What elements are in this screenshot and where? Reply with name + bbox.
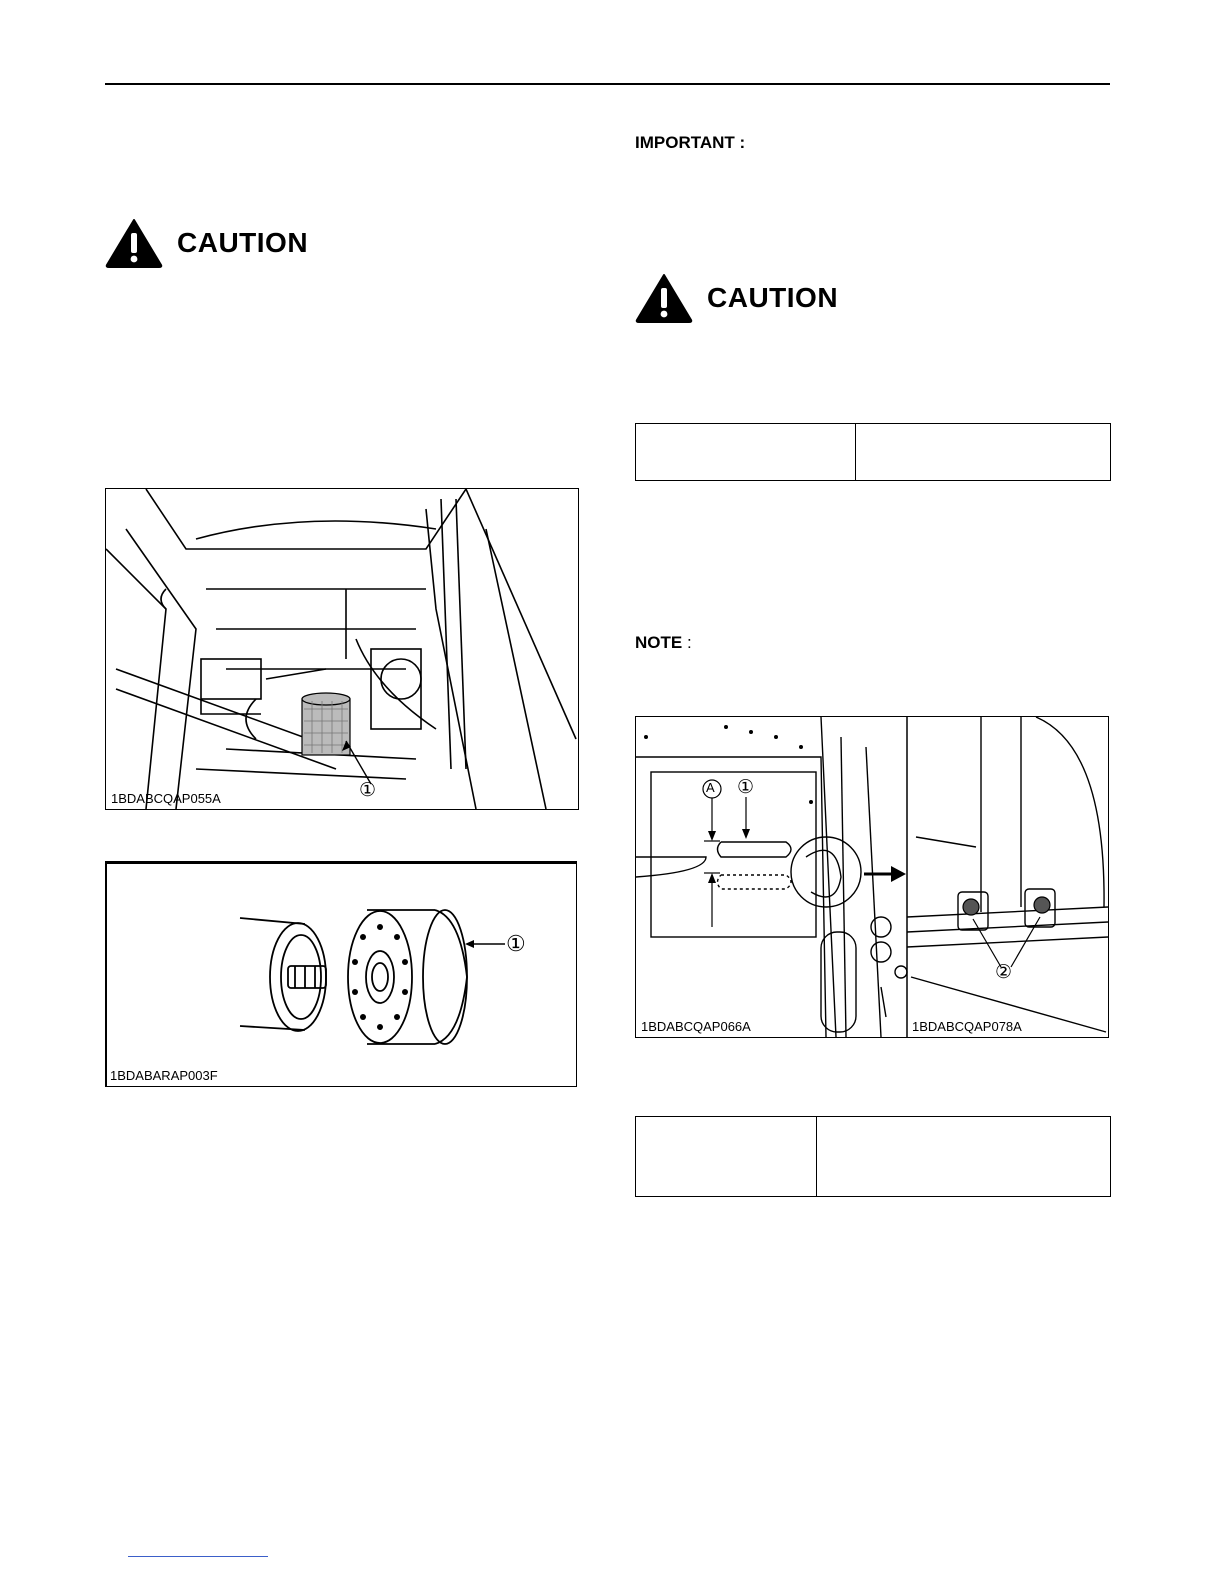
figure-code: 1BDABARAP003F: [110, 1068, 218, 1083]
spec-table-cell: [816, 1117, 1110, 1196]
figure-code-right: 1BDABCQAP078A: [912, 1019, 1022, 1034]
figure-code: 1BDABCQAP055A: [111, 791, 221, 806]
caution-block-right: [635, 273, 838, 323]
callout-a: A: [706, 780, 715, 795]
engine-compartment-illustration: [106, 489, 578, 809]
note-label-text: NOTE: [635, 633, 683, 652]
callout-2: ②: [995, 962, 1013, 983]
warning-triangle-icon: [635, 273, 693, 323]
note-label: [635, 633, 692, 653]
note-label-colon: :: [686, 633, 692, 652]
spec-table-cell: [636, 424, 855, 480]
important-label: IMPORTANT :: [635, 133, 746, 152]
caution-heading: CAUTION: [177, 227, 309, 258]
callout-1: ①: [737, 777, 755, 798]
pedal-adjustment-illustration: [636, 717, 1108, 1037]
figure-oil-filter: [105, 861, 577, 1087]
figure-engine-compartment: [105, 488, 579, 810]
callout-1: ①: [506, 931, 526, 956]
callout-1: ①: [359, 780, 377, 801]
caution-block-left: [105, 218, 308, 268]
oil-filter-illustration: [105, 862, 577, 1086]
spec-table-cell: [636, 1117, 816, 1196]
spec-table-1: [635, 423, 1111, 481]
footer-link-rule: [128, 1556, 268, 1557]
spec-table-cell: [855, 424, 1110, 480]
figure-code-left: 1BDABCQAP066A: [641, 1019, 751, 1034]
caution-heading: CAUTION: [707, 282, 839, 313]
top-rule: [105, 83, 1110, 85]
spec-table-2: [635, 1116, 1111, 1197]
warning-triangle-icon: [105, 218, 163, 268]
figure-pedal-adjustment: [635, 716, 1109, 1038]
